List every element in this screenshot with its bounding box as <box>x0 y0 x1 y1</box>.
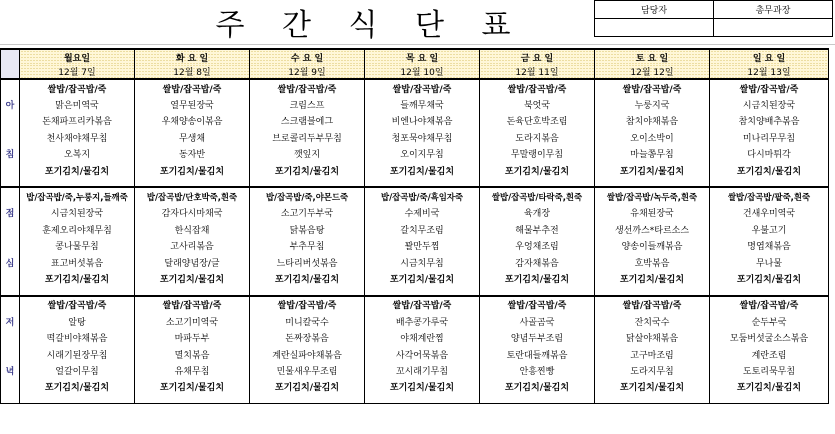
menu-item: 쌀밥/잡곡밥/죽 <box>20 296 135 313</box>
menu-item: 포기김치/물김치 <box>595 379 710 395</box>
menu-item: 포기김치/물김치 <box>135 162 250 178</box>
menu-item: 무생채 <box>135 129 250 145</box>
menu-item: 포기김치/물김치 <box>20 379 135 395</box>
menu-item: 쌀밥/잡곡밥/죽 <box>365 296 480 313</box>
spacer-cell <box>20 287 135 296</box>
spacer-cell <box>20 395 135 404</box>
day-date: 12월 10일 <box>365 64 480 79</box>
lunch-label-bottom: 심 <box>1 254 20 270</box>
day-date: 12월 13일 <box>710 64 829 79</box>
menu-item: 포기김치/물김치 <box>365 379 480 395</box>
menu-item: 안흥찐빵 <box>480 362 595 378</box>
menu-item: 잔치국수 <box>595 313 710 329</box>
dinner-row <box>1 362 829 378</box>
spacer-cell <box>710 395 829 404</box>
menu-item: 양념두부조림 <box>480 329 595 345</box>
spacer-cell <box>135 178 250 187</box>
dinner-row <box>1 296 829 313</box>
menu-item: 콩나물무침 <box>20 238 135 254</box>
menu-item: 배추콩가루국 <box>365 313 480 329</box>
approval-sign-director[interactable] <box>714 19 833 37</box>
menu-item: 고사리볶음 <box>135 238 250 254</box>
spacer-cell <box>1 287 20 296</box>
menu-item: 포기김치/물김치 <box>480 270 595 286</box>
menu-item: 수제비국 <box>365 205 480 221</box>
menu-item: 돈채파프리카볶음 <box>20 113 135 129</box>
lunch-label-cell <box>1 221 20 237</box>
menu-item: 도토리묵무침 <box>710 362 829 378</box>
spacer-cell <box>250 178 365 187</box>
dinner-spacer-row <box>1 395 829 404</box>
spacer-cell <box>595 287 710 296</box>
dinner-row <box>1 313 829 329</box>
menu-item: 해물부추전 <box>480 221 595 237</box>
menu-item: 무말랭이무침 <box>480 146 595 162</box>
spacer-cell <box>1 178 20 187</box>
approval-role-manager: 담당자 <box>595 1 714 19</box>
menu-item: 소고기미역국 <box>135 313 250 329</box>
menu-item: 도라지무침 <box>595 362 710 378</box>
menu-item: 깻잎지 <box>250 146 365 162</box>
menu-item: 토란대들깨볶음 <box>480 346 595 362</box>
menu-item: 천사채야채무침 <box>20 129 135 145</box>
menu-item: 쌀밥/잡곡밥/죽 <box>480 79 595 96</box>
menu-item: 오복지 <box>20 146 135 162</box>
spacer-cell <box>135 395 250 404</box>
menu-item: 돈육단호박조림 <box>480 113 595 129</box>
menu-item: 북엇국 <box>480 96 595 112</box>
weekly-menu-table <box>0 48 829 404</box>
menu-item: 마파두부 <box>135 329 250 345</box>
spacer-cell <box>250 395 365 404</box>
breakfast-label-cell <box>1 113 20 129</box>
breakfast-label-cell <box>1 162 20 178</box>
day-date: 12월 12일 <box>595 64 710 79</box>
lunch-row <box>1 238 829 254</box>
page-title: 주 간 식 단 표 <box>215 8 525 43</box>
menu-item: 포기김치/물김치 <box>710 270 829 286</box>
dinner-row <box>1 329 829 345</box>
spacer-cell <box>480 395 595 404</box>
approval-sign-manager[interactable] <box>595 19 714 37</box>
menu-item: 쌀밥/잡곡밥/죽 <box>365 79 480 96</box>
spacer-cell <box>710 287 829 296</box>
day-name: 일 요 일 <box>710 49 829 64</box>
day-name-row <box>1 49 829 64</box>
lunch-row <box>1 270 829 286</box>
spacer-cell <box>595 395 710 404</box>
menu-item: 고구마조림 <box>595 346 710 362</box>
menu-item: 밥/잡곡밥/단호박죽,흰죽 <box>135 187 250 204</box>
day-name: 화 요 일 <box>135 49 250 64</box>
breakfast-row <box>1 129 829 145</box>
menu-item: 우불고기 <box>710 221 829 237</box>
menu-item: 쌀밥/잡곡밥/녹두죽,흰죽 <box>595 187 710 204</box>
menu-item: 누룽지국 <box>595 96 710 112</box>
menu-item: 꽐만두찜 <box>365 238 480 254</box>
spacer-cell <box>365 287 480 296</box>
menu-item: 시금치된장국 <box>710 96 829 112</box>
menu-item: 미니칼국수 <box>250 313 365 329</box>
day-date: 12월 8일 <box>135 64 250 79</box>
lunch-row <box>1 254 829 270</box>
menu-item: 쌀밥/잡곡밥/죽 <box>480 296 595 313</box>
day-name: 월요일 <box>20 49 135 64</box>
spacer-cell <box>1 395 20 404</box>
day-name: 목 요 일 <box>365 49 480 64</box>
menu-item: 시금치무침 <box>365 254 480 270</box>
menu-item: 닭살야채볶음 <box>595 329 710 345</box>
menu-item: 도라지볶음 <box>480 129 595 145</box>
breakfast-row <box>1 96 829 112</box>
menu-item: 표고버섯볶음 <box>20 254 135 270</box>
menu-item: 스크램블에그 <box>250 113 365 129</box>
lunch-row <box>1 221 829 237</box>
menu-item: 열무된장국 <box>135 96 250 112</box>
breakfast-row <box>1 113 829 129</box>
menu-item: 갈치무조림 <box>365 221 480 237</box>
menu-item: 비엔나야채볶음 <box>365 113 480 129</box>
menu-item: 포기김치/물김치 <box>135 270 250 286</box>
breakfast-row <box>1 162 829 178</box>
menu-item: 훈제오리야채무침 <box>20 221 135 237</box>
menu-item: 계란조림 <box>710 346 829 362</box>
menu-item: 감자채볶음 <box>480 254 595 270</box>
spacer-cell <box>480 287 595 296</box>
menu-item: 오이소박이 <box>595 129 710 145</box>
menu-item: 달래양념장/글 <box>135 254 250 270</box>
menu-item: 시래기된장무침 <box>20 346 135 362</box>
menu-item: 무나물 <box>710 254 829 270</box>
menu-item: 포기김치/물김치 <box>710 379 829 395</box>
menu-item: 포기김치/물김치 <box>365 270 480 286</box>
menu-item: 포기김치/물김치 <box>20 270 135 286</box>
menu-item: 우채양송이볶음 <box>135 113 250 129</box>
breakfast-spacer-row <box>1 178 829 187</box>
menu-item: 호박볶음 <box>595 254 710 270</box>
menu-item: 청포묵야채무침 <box>365 129 480 145</box>
menu-item: 맑은미역국 <box>20 96 135 112</box>
menu-item: 크림스프 <box>250 96 365 112</box>
menu-item: 계란실파야채볶음 <box>250 346 365 362</box>
spacer-cell <box>710 178 829 187</box>
dinner-label-cell <box>1 346 20 362</box>
lunch-label-top: 점 <box>1 205 20 221</box>
menu-item: 다시마튀각 <box>710 146 829 162</box>
menu-item: 꼬시래기무침 <box>365 362 480 378</box>
menu-item: 쌀밥/잡곡밥/죽 <box>20 79 135 96</box>
corner-cell <box>1 49 20 64</box>
menu-item: 명엽채볶음 <box>710 238 829 254</box>
breakfast-label-top: 아 <box>1 96 20 112</box>
menu-item: 부추무침 <box>250 238 365 254</box>
spacer-cell <box>595 178 710 187</box>
menu-item: 알탕 <box>20 313 135 329</box>
menu-item: 한식잡채 <box>135 221 250 237</box>
menu-item: 들깨무채국 <box>365 96 480 112</box>
menu-item: 닭볶음탕 <box>250 221 365 237</box>
menu-item: 포기김치/물김치 <box>595 162 710 178</box>
dinner-row <box>1 379 829 395</box>
menu-item: 얼갈이무침 <box>20 362 135 378</box>
breakfast-label-bottom: 침 <box>1 146 20 162</box>
dinner-row <box>1 346 829 362</box>
menu-item: 시금치된장국 <box>20 205 135 221</box>
menu-item: 포기김치/물김치 <box>135 379 250 395</box>
day-date: 12월 9일 <box>250 64 365 79</box>
day-date: 12월 7일 <box>20 64 135 79</box>
menu-item: 사각어묵볶음 <box>365 346 480 362</box>
menu-item: 쌀밥/잡곡밥/죽 <box>135 79 250 96</box>
menu-item: 떡갈비야채볶음 <box>20 329 135 345</box>
dinner-label-bottom: 녁 <box>1 362 20 378</box>
spacer-cell <box>250 287 365 296</box>
lunch-row <box>1 187 829 204</box>
menu-item: 쌀밥/잡곡밥/팥죽,흰죽 <box>710 187 829 204</box>
lunch-label-cell <box>1 187 20 204</box>
spacer-cell <box>480 178 595 187</box>
menu-item: 소고기두부국 <box>250 205 365 221</box>
date-row <box>1 64 829 79</box>
menu-item: 멸치볶음 <box>135 346 250 362</box>
spacer-cell <box>365 178 480 187</box>
menu-item: 민물새우무조림 <box>250 362 365 378</box>
menu-item: 동자반 <box>135 146 250 162</box>
menu-item: 포기김치/물김치 <box>710 162 829 178</box>
header-divider <box>0 44 835 45</box>
day-name: 수 요 일 <box>250 49 365 64</box>
menu-item: 포기김치/물김치 <box>595 270 710 286</box>
lunch-label-cell <box>1 270 20 286</box>
menu-item: 쌀밥/잡곡밥/죽 <box>135 296 250 313</box>
spacer-cell <box>135 287 250 296</box>
menu-item: 느타리버섯볶음 <box>250 254 365 270</box>
menu-item: 모둠버섯굴소스볶음 <box>710 329 829 345</box>
menu-item: 밥/잡곡밥/죽,누룽지,들깨죽 <box>20 187 135 204</box>
dinner-label-cell <box>1 329 20 345</box>
menu-item: 돈짜장볶음 <box>250 329 365 345</box>
lunch-spacer-row <box>1 287 829 296</box>
day-name: 토 요 일 <box>595 49 710 64</box>
menu-item: 마늘쫑무침 <box>595 146 710 162</box>
lunch-label-cell <box>1 238 20 254</box>
menu-item: 오이지무침 <box>365 146 480 162</box>
menu-item: 쌀밥/잡곡밥/죽 <box>710 296 829 313</box>
menu-item: 쌀밥/잡곡밥/죽 <box>250 79 365 96</box>
menu-item: 포기김치/물김치 <box>250 270 365 286</box>
menu-item: 쌀밥/잡곡밥/죽 <box>250 296 365 313</box>
menu-item: 쌀밥/잡곡밥/타락죽,흰죽 <box>480 187 595 204</box>
menu-item: 미나리무무침 <box>710 129 829 145</box>
day-date: 12월 11일 <box>480 64 595 79</box>
approval-box <box>594 0 833 37</box>
menu-item: 쌀밥/잡곡밥/죽 <box>595 296 710 313</box>
menu-item: 밥/잡곡밥/죽/흑임자죽 <box>365 187 480 204</box>
breakfast-row <box>1 79 829 96</box>
breakfast-label-cell <box>1 129 20 145</box>
menu-item: 참치양배추볶음 <box>710 113 829 129</box>
menu-item: 건새우미역국 <box>710 205 829 221</box>
menu-item: 포기김치/물김치 <box>20 162 135 178</box>
menu-item: 포기김치/물김치 <box>365 162 480 178</box>
approval-role-director: 총무과장 <box>714 1 833 19</box>
menu-item: 포기김치/물김치 <box>250 162 365 178</box>
menu-item: 브로콜리두부무침 <box>250 129 365 145</box>
menu-item: 사골곰국 <box>480 313 595 329</box>
menu-item: 생선까스*타르소스 <box>595 221 710 237</box>
dinner-label-cell <box>1 296 20 313</box>
breakfast-row <box>1 146 829 162</box>
menu-item: 유채무침 <box>135 362 250 378</box>
breakfast-label-cell <box>1 79 20 96</box>
menu-item: 야채계란찜 <box>365 329 480 345</box>
dinner-label-top: 저 <box>1 313 20 329</box>
menu-item: 감자다시마채국 <box>135 205 250 221</box>
menu-item: 육개장 <box>480 205 595 221</box>
menu-item: 양송이들깨볶음 <box>595 238 710 254</box>
menu-item: 포기김치/물김치 <box>250 379 365 395</box>
menu-item: 포기김치/물김치 <box>480 162 595 178</box>
spacer-cell <box>20 178 135 187</box>
menu-item: 밥/잡곡밥/죽,야몬드죽 <box>250 187 365 204</box>
menu-item: 유채된장국 <box>595 205 710 221</box>
lunch-row <box>1 205 829 221</box>
menu-item: 우엉채조림 <box>480 238 595 254</box>
dinner-label-cell <box>1 379 20 395</box>
menu-item: 쌀밥/잡곡밥/죽 <box>595 79 710 96</box>
menu-item: 참치야채볶음 <box>595 113 710 129</box>
menu-item: 순두부국 <box>710 313 829 329</box>
spacer-cell <box>365 395 480 404</box>
corner-cell <box>1 64 20 79</box>
menu-item: 포기김치/물김치 <box>480 379 595 395</box>
day-name: 금 요 일 <box>480 49 595 64</box>
menu-item: 쌀밥/잡곡밥/죽 <box>710 79 829 96</box>
